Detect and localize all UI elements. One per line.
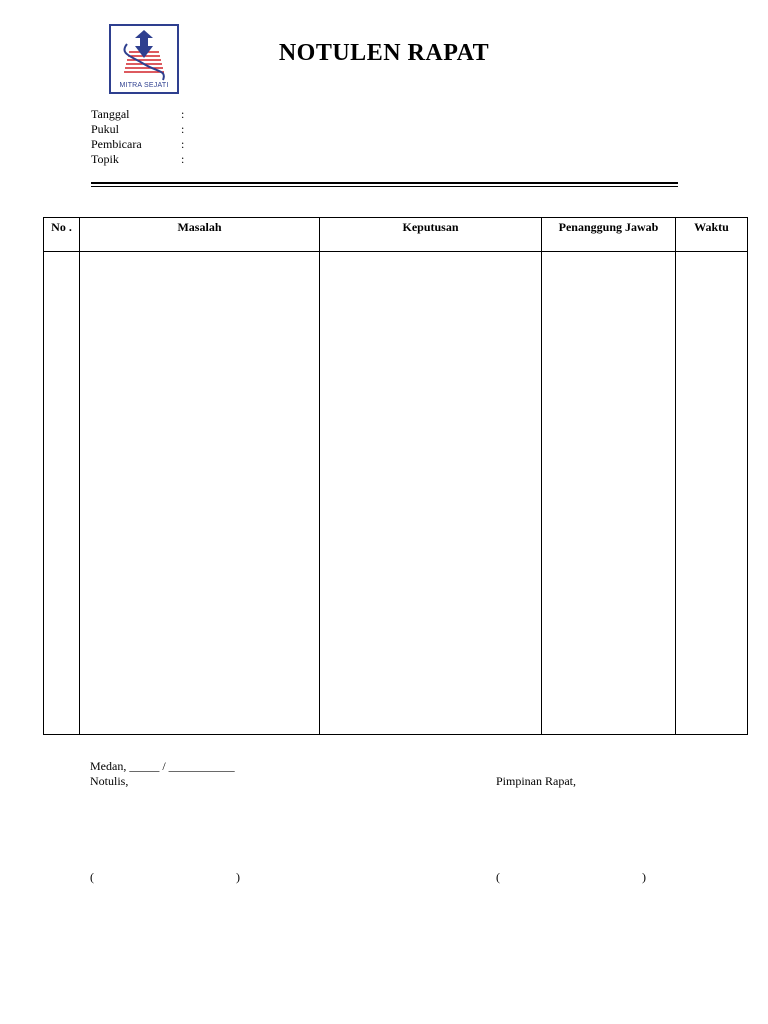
meta-separator: : bbox=[181, 107, 185, 121]
table-row bbox=[44, 252, 748, 735]
cell-masalah[interactable] bbox=[80, 252, 320, 735]
meta-separator: : bbox=[181, 137, 185, 151]
meeting-info bbox=[91, 107, 184, 167]
notulis-label: Notulis, bbox=[90, 774, 129, 788]
meta-row-pembicara bbox=[91, 137, 184, 152]
meta-label: Pukul bbox=[91, 122, 120, 136]
column-header-penanggung-jawab: Penanggung Jawab bbox=[542, 218, 676, 252]
column-header-masalah: Masalah bbox=[80, 218, 320, 252]
meta-label: Tanggal bbox=[91, 107, 130, 121]
header-divider-thin bbox=[91, 186, 678, 187]
pimpinan-signature-close-paren: ) bbox=[642, 870, 646, 884]
meta-label: Pembicara bbox=[91, 137, 142, 151]
column-header-waktu: Waktu bbox=[676, 218, 748, 252]
meta-separator: : bbox=[181, 122, 185, 136]
meta-label: Topik bbox=[91, 152, 119, 166]
notulis-signature-close-paren: ) bbox=[236, 870, 240, 884]
column-header-no: No . bbox=[44, 218, 80, 252]
pimpinan-signature-open-paren: ( bbox=[496, 870, 500, 884]
minutes-table bbox=[43, 217, 748, 735]
meta-row-topik bbox=[91, 152, 184, 167]
logo-text: MITRA SEJATI bbox=[119, 82, 169, 89]
signature-date-line: Medan, _____ / ___________ bbox=[90, 759, 235, 773]
meta-separator: : bbox=[181, 152, 185, 166]
cell-waktu[interactable] bbox=[676, 252, 748, 735]
cell-no[interactable] bbox=[44, 252, 80, 735]
pimpinan-rapat-label: Pimpinan Rapat, bbox=[496, 774, 576, 788]
cell-keputusan[interactable] bbox=[320, 252, 542, 735]
table-header-row bbox=[44, 218, 748, 252]
column-header-keputusan: Keputusan bbox=[320, 218, 542, 252]
meta-row-tanggal bbox=[91, 107, 184, 122]
meta-row-pukul bbox=[91, 122, 184, 137]
notulis-signature-open-paren: ( bbox=[90, 870, 94, 884]
cell-penanggung-jawab[interactable] bbox=[542, 252, 676, 735]
page-title: NOTULEN RAPAT bbox=[278, 40, 490, 66]
header-divider bbox=[91, 182, 678, 184]
